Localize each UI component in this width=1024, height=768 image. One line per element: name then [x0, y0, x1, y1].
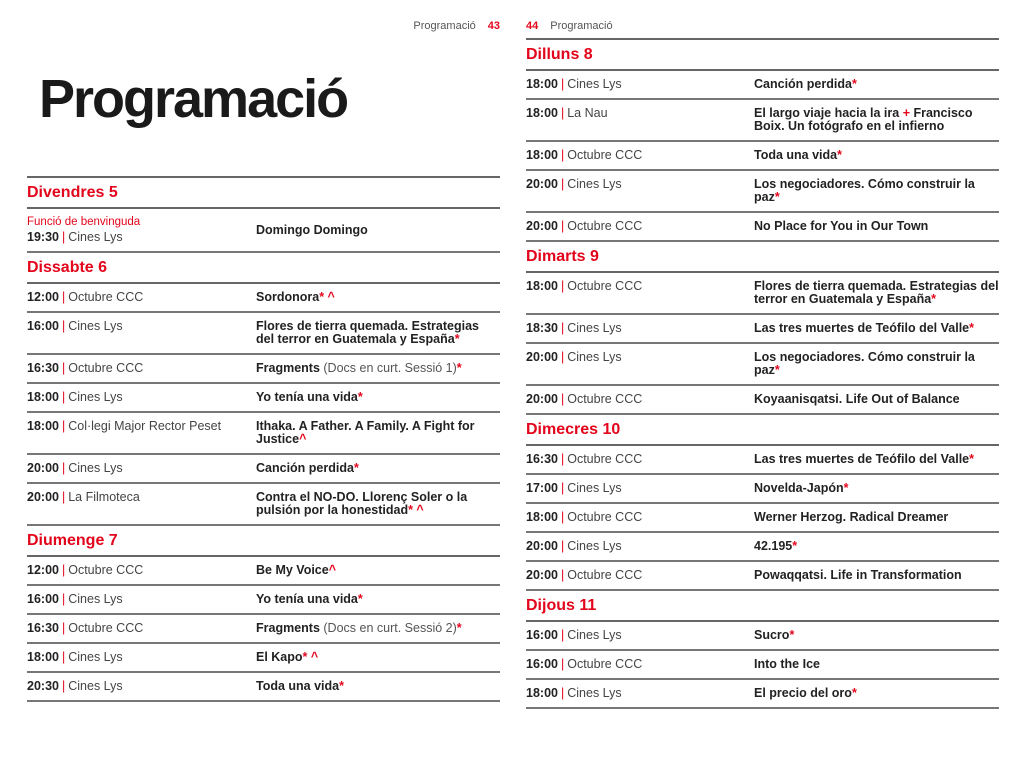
film-marks: *: [456, 621, 462, 635]
schedule-row: [27, 586, 500, 615]
event-time: 20:30: [27, 679, 59, 693]
separator: |: [560, 539, 565, 553]
event-when: [27, 491, 256, 517]
event-title: [754, 482, 999, 495]
separator: |: [61, 461, 66, 475]
schedule-row: [526, 344, 999, 386]
separator: |: [560, 279, 565, 293]
event-when: [27, 362, 256, 375]
event-title: [256, 491, 500, 517]
event-when: [526, 107, 754, 133]
film-note: (Docs en curt. Sessió 1): [319, 361, 457, 375]
event-title: [754, 220, 999, 233]
film-marks: *: [837, 148, 842, 162]
event-venue: Cines Lys: [68, 461, 123, 475]
event-when: [526, 482, 754, 495]
event-title: [256, 564, 500, 577]
schedule-row: [27, 557, 500, 586]
event-title: [754, 629, 999, 642]
day-heading: Divendres 5: [27, 178, 500, 209]
event-venue: Cines Lys: [567, 77, 622, 91]
event-time: 20:00: [526, 392, 558, 406]
separator: |: [560, 481, 565, 495]
event-venue: Octubre CCC: [68, 361, 144, 375]
separator: |: [560, 568, 565, 582]
event-when: [526, 658, 754, 671]
event-time: 18:00: [526, 279, 558, 293]
film-marks: *: [353, 461, 359, 475]
film-title: El Kapo: [256, 650, 303, 664]
film-title-2: Francisco Boix. Un fotógrafo en el infierno: [754, 106, 973, 133]
separator: |: [61, 319, 66, 333]
event-venue: Octubre CCC: [68, 290, 144, 304]
schedule-row: [526, 446, 999, 475]
event-when: [526, 453, 754, 466]
separator: |: [61, 290, 66, 304]
separator: |: [560, 657, 565, 671]
event-label: Funció de benvinguda: [27, 216, 141, 228]
header-label: Programació: [550, 20, 613, 32]
day-heading: Dimecres 10: [526, 415, 999, 446]
event-when: [526, 78, 754, 91]
event-venue: Octubre CCC: [567, 279, 643, 293]
event-venue: Cines Lys: [567, 350, 622, 364]
film-marks: * ^: [408, 503, 424, 517]
schedule-row: [526, 504, 999, 533]
event-venue: Cines Lys: [567, 321, 622, 335]
event-when: [526, 569, 754, 582]
separator: |: [560, 392, 565, 406]
day-heading: Dilluns 8: [526, 40, 999, 71]
event-when: [27, 680, 256, 693]
event-venue: Cines Lys: [567, 628, 622, 642]
event-time: 18:00: [526, 77, 558, 91]
schedule-row: [526, 273, 999, 315]
event-title: [754, 540, 999, 553]
event-title: [256, 391, 500, 404]
event-title: [256, 420, 500, 446]
separator: |: [560, 148, 565, 162]
event-when: [526, 322, 754, 335]
schedule-row: [526, 171, 999, 213]
separator: |: [61, 361, 66, 375]
film-title: Werner Herzog. Radical Dreamer: [754, 510, 949, 524]
event-venue: Cines Lys: [567, 481, 622, 495]
schedule-row: [526, 533, 999, 562]
schedule-row: [27, 355, 500, 384]
schedule-row: [27, 284, 500, 313]
event-time: 16:00: [526, 628, 558, 642]
event-time: 20:00: [526, 350, 558, 364]
separator: |: [560, 177, 565, 191]
day-heading: Diumenge 7: [27, 526, 500, 557]
event-when: [27, 593, 256, 606]
film-marks: *: [454, 332, 460, 346]
schedule-row: [526, 213, 999, 242]
event-when: [27, 216, 256, 244]
event-time: 16:30: [27, 621, 59, 635]
event-time: 18:00: [526, 510, 558, 524]
schedule-row: [526, 475, 999, 504]
schedule-row: [27, 455, 500, 484]
event-venue: Col·legi Major Rector Peset: [68, 419, 222, 433]
film-title: Los negociadores. Cómo construir la paz: [754, 177, 975, 204]
film-title: Contra el NO-DO. Llorenç Soler o la pulsión por la honestidad: [256, 490, 468, 517]
separator: |: [61, 621, 66, 635]
film-marks: *: [851, 686, 857, 700]
day-heading: Dissabte 6: [27, 253, 500, 284]
film-marks: *: [456, 361, 462, 375]
event-time: 20:00: [526, 219, 558, 233]
event-venue: Cines Lys: [567, 177, 622, 191]
event-time: 12:00: [27, 290, 59, 304]
event-when: [526, 351, 754, 377]
film-title: Sordonora: [256, 290, 320, 304]
film-title: Fragments: [256, 621, 320, 635]
film-title: Las tres muertes de Teófilo del Valle: [754, 321, 970, 335]
film-marks: *: [843, 481, 849, 495]
event-title: [754, 178, 999, 204]
day-heading: Dijous 11: [526, 591, 999, 622]
event-title: [754, 687, 999, 700]
event-when: [27, 564, 256, 577]
event-title: [754, 511, 999, 524]
film-marks: *: [969, 452, 974, 466]
event-title: [256, 680, 500, 693]
event-title: [256, 291, 500, 304]
separator: |: [560, 452, 565, 466]
film-marks: * ^: [302, 650, 319, 664]
schedule-row: [526, 651, 999, 680]
event-when: [526, 393, 754, 406]
schedule-row: [27, 384, 500, 413]
film-marks: ^: [299, 432, 307, 446]
film-title: Into the Ice: [754, 657, 820, 671]
event-title: [256, 593, 500, 606]
film-marks: *: [789, 628, 795, 642]
schedule-row: [27, 644, 500, 673]
film-marks: ^: [328, 563, 337, 577]
film-title: Be My Voice: [256, 563, 329, 577]
event-title: [754, 658, 999, 671]
schedule-list: [526, 38, 999, 709]
event-when: [526, 220, 754, 233]
event-venue: Cines Lys: [68, 650, 123, 664]
event-time: 18:00: [526, 106, 558, 120]
page-title: Programació: [39, 69, 348, 129]
event-venue: Octubre CCC: [567, 657, 643, 671]
event-title: [754, 78, 999, 91]
day-heading: Dimarts 9: [526, 242, 999, 273]
event-time: 12:00: [27, 563, 59, 577]
separator: |: [61, 650, 66, 664]
schedule-row: [526, 562, 999, 591]
schedule-row: [526, 71, 999, 100]
separator: |: [560, 77, 565, 91]
film-title: Domingo Domingo: [256, 222, 368, 237]
separator: |: [61, 419, 66, 433]
event-time: 16:00: [27, 592, 59, 606]
film-marks: *: [339, 679, 344, 693]
page-number: 44: [526, 20, 539, 32]
schedule-row: [27, 615, 500, 644]
schedule-row: [27, 209, 500, 253]
separator: |: [560, 219, 565, 233]
film-title: Los negociadores. Cómo construir la paz: [754, 350, 975, 377]
schedule-row: [526, 680, 999, 709]
separator: |: [560, 510, 565, 524]
event-venue: Octubre CCC: [567, 219, 643, 233]
event-title: [256, 320, 500, 346]
film-title: Fragments: [256, 361, 320, 375]
film-title: Flores de tierra quemada. Estrategias del terror en Guatemala y España: [256, 319, 480, 346]
separator: |: [560, 321, 565, 335]
event-time: 18:00: [27, 419, 59, 433]
event-when: [526, 511, 754, 524]
film-title: No Place for You in Our Town: [754, 219, 929, 233]
event-venue: Octubre CCC: [567, 568, 643, 582]
separator: |: [61, 679, 66, 693]
schedule-list: [27, 176, 500, 702]
event-venue: Octubre CCC: [567, 392, 643, 406]
event-time: 16:30: [526, 452, 558, 466]
film-marks: *: [969, 321, 974, 335]
event-when: [526, 629, 754, 642]
film-title: El precio del oro: [754, 686, 852, 700]
film-title: Yo tenía una vida: [256, 592, 358, 606]
event-when: [27, 462, 256, 475]
film-title: Powaqqatsi. Life in Transformation: [754, 568, 962, 582]
event-time: 18:00: [526, 686, 558, 700]
film-marks: *: [774, 190, 780, 204]
event-venue: Cines Lys: [68, 230, 123, 244]
film-title: Ithaka. A Father. A Family. A Fight for Justice: [256, 419, 475, 446]
page-header: [526, 20, 613, 32]
event-when: [27, 320, 256, 346]
schedule-row: [27, 484, 500, 526]
event-venue: Cines Lys: [68, 319, 123, 333]
event-time: 20:00: [27, 490, 59, 504]
film-title: 42.195: [754, 539, 793, 553]
event-title: [754, 107, 999, 133]
schedule-row: [526, 386, 999, 415]
event-time: 19:30: [27, 230, 59, 244]
schedule-row: [526, 622, 999, 651]
film-title: Koyaanisqatsi. Life Out of Balance: [754, 392, 960, 406]
event-venue: Cines Lys: [68, 390, 123, 404]
event-title: [256, 651, 500, 664]
event-title: [754, 149, 999, 162]
film-title: Canción perdida: [754, 77, 852, 91]
film-marks: *: [774, 363, 780, 377]
film-title: Canción perdida: [256, 461, 354, 475]
event-title: [754, 280, 999, 306]
event-time: 18:00: [27, 650, 59, 664]
film-marks: * ^: [319, 290, 335, 304]
event-when: [27, 651, 256, 664]
event-time: 16:00: [526, 657, 558, 671]
event-title: [754, 393, 999, 406]
event-time: 20:00: [526, 568, 558, 582]
event-time: 18:00: [27, 390, 59, 404]
event-title: [754, 322, 999, 335]
event-venue: Octubre CCC: [567, 510, 643, 524]
event-venue: Cines Lys: [567, 539, 622, 553]
page-number: 43: [487, 20, 500, 32]
event-venue: Cines Lys: [68, 679, 123, 693]
event-venue: Cines Lys: [68, 592, 123, 606]
separator: |: [560, 106, 565, 120]
event-time: 16:30: [27, 361, 59, 375]
schedule-row: [27, 413, 500, 455]
film-title: Las tres muertes de Teófilo del Valle: [754, 452, 970, 466]
event-venue: La Nau: [567, 106, 608, 120]
event-title: [256, 622, 500, 635]
event-title: [754, 351, 999, 377]
separator: |: [61, 390, 66, 404]
event-when: [27, 420, 256, 446]
event-when: [27, 622, 256, 635]
event-when: [526, 280, 754, 306]
event-title: [256, 362, 500, 375]
film-title: Sucro: [754, 628, 790, 642]
separator: |: [560, 350, 565, 364]
schedule-row: [27, 673, 500, 702]
separator: |: [560, 686, 565, 700]
event-title: [754, 569, 999, 582]
event-title: [256, 224, 500, 237]
event-time: 20:00: [27, 461, 59, 475]
event-when: [27, 291, 256, 304]
event-venue: Octubre CCC: [68, 621, 144, 635]
event-when: [526, 540, 754, 553]
event-venue: Octubre CCC: [68, 563, 144, 577]
film-title: Toda una vida: [754, 148, 838, 162]
event-time: 18:00: [526, 148, 558, 162]
film-marks: *: [357, 390, 363, 404]
event-time: 16:00: [27, 319, 59, 333]
separator: |: [61, 592, 66, 606]
event-when: [27, 391, 256, 404]
film-marks: *: [792, 539, 798, 553]
event-venue: La Filmoteca: [68, 490, 140, 504]
event-time: 17:00: [526, 481, 558, 495]
header-label: Programació: [413, 20, 476, 32]
separator: |: [560, 628, 565, 642]
film-marks: *: [357, 592, 363, 606]
event-venue: Octubre CCC: [567, 452, 643, 466]
event-title: [256, 462, 500, 475]
film-note: (Docs en curt. Sessió 2): [319, 621, 457, 635]
schedule-row: [526, 100, 999, 142]
event-venue: Octubre CCC: [567, 148, 643, 162]
film-title: Novelda-Japón: [754, 481, 844, 495]
film-title: Flores de tierra quemada. Estrategias del terror en Guatemala y España: [754, 279, 999, 306]
event-when: [526, 687, 754, 700]
plus-sign: +: [899, 106, 914, 120]
schedule-row: [526, 142, 999, 171]
separator: |: [61, 563, 66, 577]
separator: |: [61, 230, 66, 244]
event-time: 18:30: [526, 321, 558, 335]
page-header: [413, 20, 500, 32]
schedule-row: [27, 313, 500, 355]
film-title: El largo viaje hacia la ira: [754, 106, 900, 120]
event-when: [526, 178, 754, 204]
film-marks: *: [851, 77, 857, 91]
separator: |: [61, 490, 66, 504]
event-time: 20:00: [526, 177, 558, 191]
event-when: [526, 149, 754, 162]
event-time: 20:00: [526, 539, 558, 553]
schedule-row: [526, 315, 999, 344]
film-title: Yo tenía una vida: [256, 390, 358, 404]
event-venue: Cines Lys: [567, 686, 622, 700]
event-title: [754, 453, 999, 466]
film-title: Toda una vida: [256, 679, 340, 693]
film-marks: *: [931, 292, 937, 306]
